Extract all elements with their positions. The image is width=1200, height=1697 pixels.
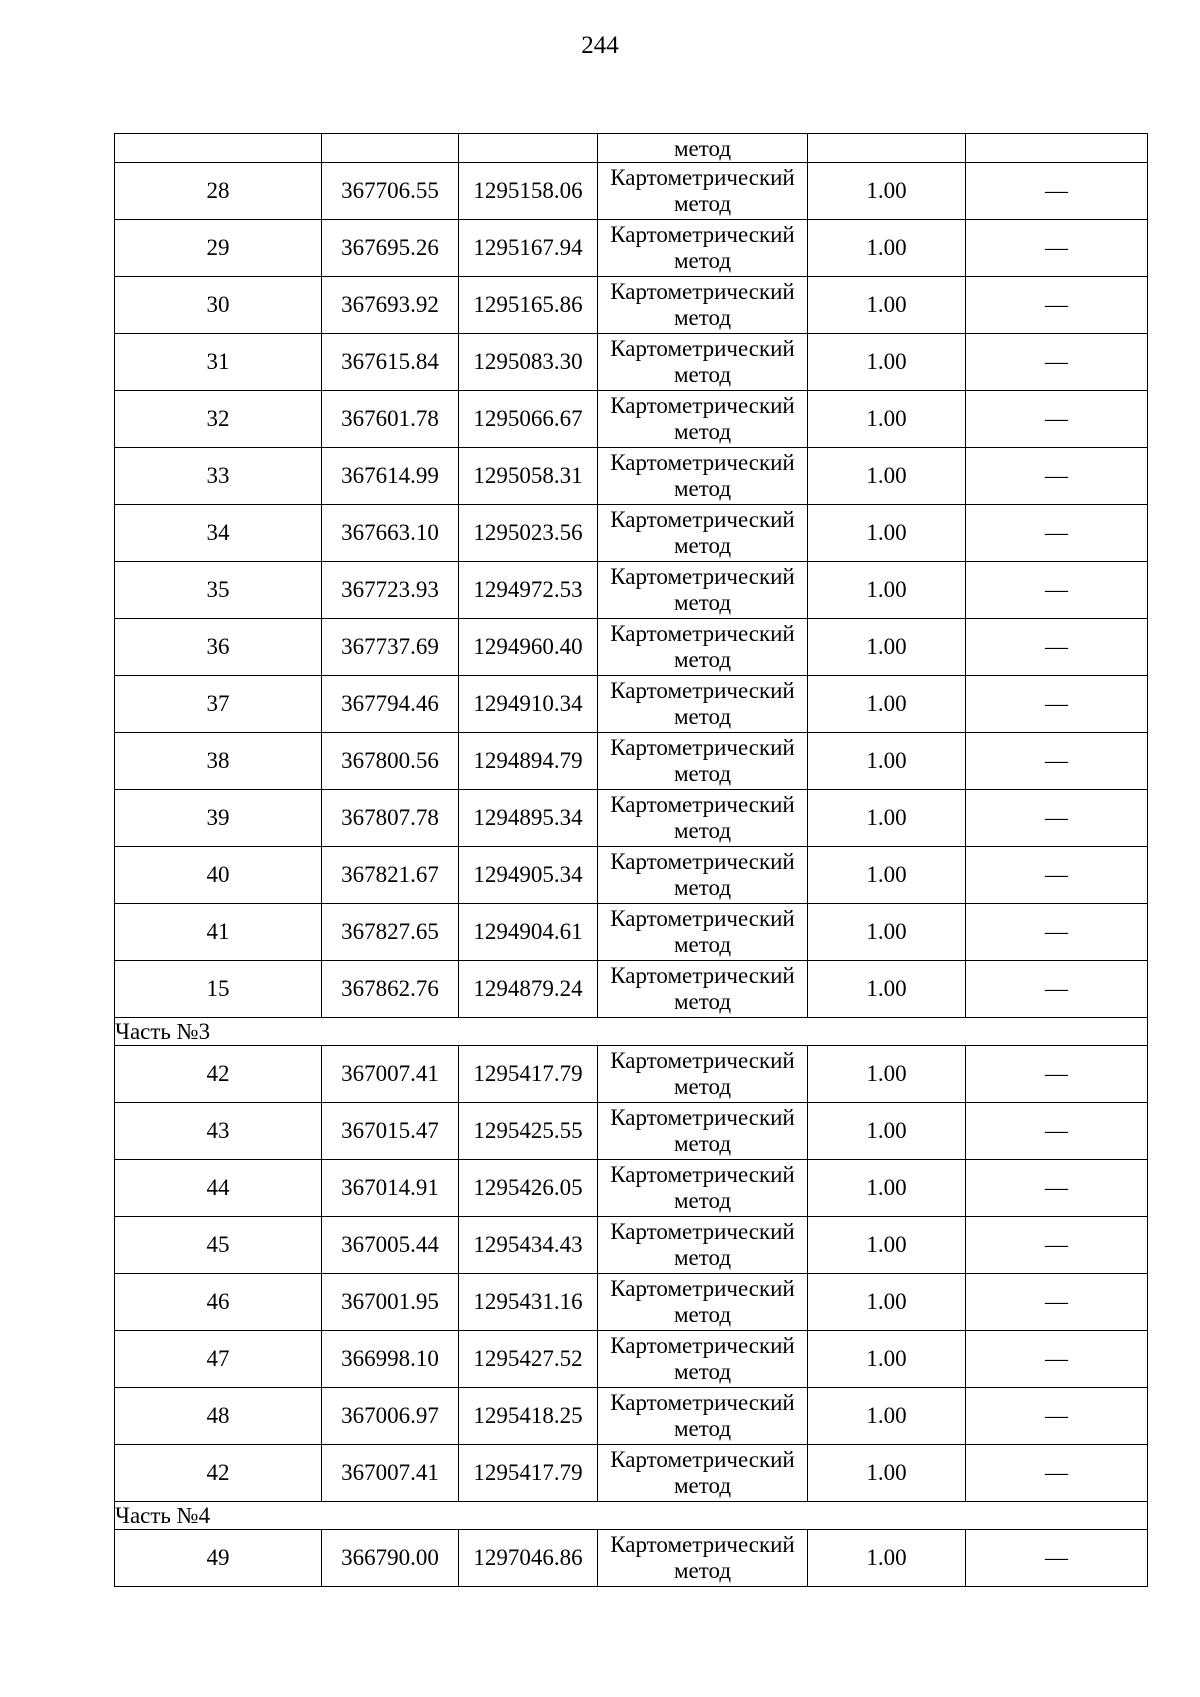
cell-x: 367821.67 xyxy=(322,847,459,904)
table-row xyxy=(115,391,1148,448)
cell-note: — xyxy=(966,619,1148,676)
coordinates-table xyxy=(114,133,1148,1587)
cell-error: 1.00 xyxy=(808,1445,966,1502)
cell-note: — xyxy=(966,1103,1148,1160)
cell-method xyxy=(598,1388,808,1445)
cell-note: — xyxy=(966,733,1148,790)
cell-y: 1294895.34 xyxy=(459,790,598,847)
cell-note: — xyxy=(966,277,1148,334)
cell-error: 1.00 xyxy=(808,562,966,619)
cell-point: 49 xyxy=(115,1530,322,1587)
method-line2: метод xyxy=(673,875,732,900)
cell-error: 1.00 xyxy=(808,1530,966,1587)
cell-error: 1.00 xyxy=(808,220,966,277)
section-heading-row xyxy=(115,1018,1148,1046)
method-line2: метод xyxy=(673,1359,732,1384)
cell-x: 367615.84 xyxy=(322,334,459,391)
method-line1: Картометрический xyxy=(610,393,795,418)
method-line2: метод xyxy=(673,362,732,387)
cell-point: 44 xyxy=(115,1160,322,1217)
method-line2: метод xyxy=(673,248,732,273)
cell-note: — xyxy=(966,1388,1148,1445)
table-row xyxy=(115,961,1148,1018)
method-line1: Картометрический xyxy=(610,1048,795,1073)
table-row xyxy=(115,847,1148,904)
cell-y: 1295417.79 xyxy=(459,1046,598,1103)
cell-y: 1294879.24 xyxy=(459,961,598,1018)
cell-x: 367001.95 xyxy=(322,1274,459,1331)
cell-method xyxy=(598,391,808,448)
cell-method xyxy=(598,1160,808,1217)
cell-x: 367007.41 xyxy=(322,1445,459,1502)
method-line1: Картометрический xyxy=(610,1219,795,1244)
method-line1: Картометрический xyxy=(610,450,795,475)
cell-error: 1.00 xyxy=(808,733,966,790)
cell-method xyxy=(598,1103,808,1160)
cell-method xyxy=(598,619,808,676)
cell-error: 1.00 xyxy=(808,391,966,448)
cell-note: — xyxy=(966,790,1148,847)
cell-error: 1.00 xyxy=(808,676,966,733)
table-row xyxy=(115,505,1148,562)
cell-note xyxy=(966,134,1148,163)
cell-point: 36 xyxy=(115,619,322,676)
cell-error: 1.00 xyxy=(808,163,966,220)
cell-method xyxy=(598,448,808,505)
cell-x: 367007.41 xyxy=(322,1046,459,1103)
cell-note: — xyxy=(966,904,1148,961)
cell-note: — xyxy=(966,676,1148,733)
table-row xyxy=(115,1103,1148,1160)
cell-method xyxy=(598,1046,808,1103)
cell-method xyxy=(598,1274,808,1331)
table-row xyxy=(115,1274,1148,1331)
cell-y: 1295083.30 xyxy=(459,334,598,391)
cell-method xyxy=(598,904,808,961)
cell-point: 40 xyxy=(115,847,322,904)
cell-y: 1295158.06 xyxy=(459,163,598,220)
cell-note: — xyxy=(966,163,1148,220)
method-line1: Картометрический xyxy=(610,1390,795,1415)
cell-point: 15 xyxy=(115,961,322,1018)
method-line2: метод xyxy=(673,647,732,672)
table-row xyxy=(115,733,1148,790)
cell-y: 1295167.94 xyxy=(459,220,598,277)
cell-point: 35 xyxy=(115,562,322,619)
method-line2: метод xyxy=(673,1302,732,1327)
cell-x: 367794.46 xyxy=(322,676,459,733)
cell-method: метод xyxy=(598,134,808,163)
cell-error: 1.00 xyxy=(808,277,966,334)
cell-error: 1.00 xyxy=(808,334,966,391)
cell-note: — xyxy=(966,334,1148,391)
cell-method xyxy=(598,220,808,277)
method-line1: Картометрический xyxy=(610,507,795,532)
cell-x: 366790.00 xyxy=(322,1530,459,1587)
cell-method xyxy=(598,676,808,733)
cell-x: 367693.92 xyxy=(322,277,459,334)
cell-error: 1.00 xyxy=(808,1103,966,1160)
cell-error: 1.00 xyxy=(808,847,966,904)
cell-y: 1295417.79 xyxy=(459,1445,598,1502)
table-row xyxy=(115,1530,1148,1587)
cell-y: 1297046.86 xyxy=(459,1530,598,1587)
cell-note: — xyxy=(966,847,1148,904)
cell-y: 1295023.56 xyxy=(459,505,598,562)
method-line2: метод xyxy=(673,989,732,1014)
method-line1: Картометрический xyxy=(610,621,795,646)
cell-x: 367737.69 xyxy=(322,619,459,676)
method-line2: метод xyxy=(673,1416,732,1441)
cell-method xyxy=(598,847,808,904)
cell-note: — xyxy=(966,391,1148,448)
method-line1: Картометрический xyxy=(610,849,795,874)
cell-y xyxy=(459,134,598,163)
table-row xyxy=(115,676,1148,733)
section-heading: Часть №4 xyxy=(115,1502,1148,1530)
page-number: 244 xyxy=(581,32,619,59)
cell-y: 1294905.34 xyxy=(459,847,598,904)
cell-point: 28 xyxy=(115,163,322,220)
cell-method xyxy=(598,961,808,1018)
cell-point: 31 xyxy=(115,334,322,391)
cell-point: 34 xyxy=(115,505,322,562)
table-row xyxy=(115,619,1148,676)
section-heading: Часть №3 xyxy=(115,1018,1148,1046)
method-line2: метод xyxy=(673,419,732,444)
cell-point: 45 xyxy=(115,1217,322,1274)
cell-method xyxy=(598,1445,808,1502)
cell-error xyxy=(808,134,966,163)
method-line2: метод xyxy=(673,305,732,330)
cell-x: 367614.99 xyxy=(322,448,459,505)
table-row xyxy=(115,220,1148,277)
cell-method xyxy=(598,790,808,847)
continued-row xyxy=(115,134,1148,163)
cell-note: — xyxy=(966,1217,1148,1274)
cell-x: 366998.10 xyxy=(322,1331,459,1388)
method-line1: Картометрический xyxy=(610,678,795,703)
cell-point: 46 xyxy=(115,1274,322,1331)
cell-note: — xyxy=(966,1331,1148,1388)
cell-y: 1294910.34 xyxy=(459,676,598,733)
cell-point: 47 xyxy=(115,1331,322,1388)
cell-method xyxy=(598,505,808,562)
cell-error: 1.00 xyxy=(808,1388,966,1445)
table-row xyxy=(115,1046,1148,1103)
method-line1: Картометрический xyxy=(610,1105,795,1130)
method-line1: Картометрический xyxy=(610,336,795,361)
cell-point: 42 xyxy=(115,1445,322,1502)
cell-error: 1.00 xyxy=(808,1160,966,1217)
cell-error: 1.00 xyxy=(808,790,966,847)
cell-point: 32 xyxy=(115,391,322,448)
cell-x: 367695.26 xyxy=(322,220,459,277)
method-line1: Картометрический xyxy=(610,906,795,931)
method-line1: Картометрический xyxy=(610,735,795,760)
cell-x xyxy=(322,134,459,163)
cell-point: 42 xyxy=(115,1046,322,1103)
cell-x: 367723.93 xyxy=(322,562,459,619)
table-row xyxy=(115,163,1148,220)
cell-point: 37 xyxy=(115,676,322,733)
table-row xyxy=(115,1388,1148,1445)
cell-method xyxy=(598,1331,808,1388)
cell-method xyxy=(598,1530,808,1587)
cell-error: 1.00 xyxy=(808,904,966,961)
cell-note: — xyxy=(966,1046,1148,1103)
cell-note: — xyxy=(966,505,1148,562)
cell-y: 1295418.25 xyxy=(459,1388,598,1445)
cell-error: 1.00 xyxy=(808,448,966,505)
cell-point: 39 xyxy=(115,790,322,847)
cell-point: 38 xyxy=(115,733,322,790)
method-line1: Картометрический xyxy=(610,1532,795,1557)
cell-point: 43 xyxy=(115,1103,322,1160)
cell-y: 1295425.55 xyxy=(459,1103,598,1160)
method-line2: метод xyxy=(673,533,732,558)
cell-point: 30 xyxy=(115,277,322,334)
table-row xyxy=(115,1160,1148,1217)
method-line1: Картометрический xyxy=(610,564,795,589)
cell-method xyxy=(598,163,808,220)
cell-x: 367706.55 xyxy=(322,163,459,220)
section-heading-row xyxy=(115,1502,1148,1530)
cell-error: 1.00 xyxy=(808,1046,966,1103)
cell-y: 1295066.67 xyxy=(459,391,598,448)
cell-x: 367827.65 xyxy=(322,904,459,961)
cell-y: 1294894.79 xyxy=(459,733,598,790)
cell-note: — xyxy=(966,1274,1148,1331)
method-line1: Картометрический xyxy=(610,279,795,304)
cell-x: 367807.78 xyxy=(322,790,459,847)
method-line1: Картометрический xyxy=(610,1447,795,1472)
cell-error: 1.00 xyxy=(808,1331,966,1388)
method-line1: Картометрический xyxy=(610,1276,795,1301)
table-row xyxy=(115,1217,1148,1274)
method-line2: метод xyxy=(673,590,732,615)
cell-method xyxy=(598,733,808,790)
method-line2: метод xyxy=(673,1473,732,1498)
cell-x: 367601.78 xyxy=(322,391,459,448)
cell-y: 1295427.52 xyxy=(459,1331,598,1388)
cell-point: 48 xyxy=(115,1388,322,1445)
cell-method xyxy=(598,277,808,334)
cell-y: 1294972.53 xyxy=(459,562,598,619)
cell-error: 1.00 xyxy=(808,619,966,676)
method-line2: метод xyxy=(673,818,732,843)
cell-y: 1295431.16 xyxy=(459,1274,598,1331)
table-row xyxy=(115,1331,1148,1388)
cell-x: 367014.91 xyxy=(322,1160,459,1217)
table-row xyxy=(115,334,1148,391)
cell-note: — xyxy=(966,448,1148,505)
cell-error: 1.00 xyxy=(808,961,966,1018)
cell-point: 41 xyxy=(115,904,322,961)
method-line1: Картометрический xyxy=(610,165,795,190)
method-line2: метод xyxy=(673,191,732,216)
method-line1: Картометрический xyxy=(610,1333,795,1358)
cell-x: 367005.44 xyxy=(322,1217,459,1274)
cell-note: — xyxy=(966,1445,1148,1502)
table-row xyxy=(115,562,1148,619)
cell-method xyxy=(598,1217,808,1274)
method-line1: Картометрический xyxy=(610,792,795,817)
method-line1: Картометрический xyxy=(610,222,795,247)
method-line2: метод xyxy=(673,704,732,729)
cell-note: — xyxy=(966,1530,1148,1587)
table-row xyxy=(115,790,1148,847)
table-row xyxy=(115,448,1148,505)
method-line2: метод xyxy=(673,476,732,501)
cell-y: 1295426.05 xyxy=(459,1160,598,1217)
cell-x: 367862.76 xyxy=(322,961,459,1018)
table-row xyxy=(115,1445,1148,1502)
method-line2: метод xyxy=(673,761,732,786)
cell-point: 33 xyxy=(115,448,322,505)
cell-y: 1295165.86 xyxy=(459,277,598,334)
cell-point xyxy=(115,134,322,163)
table-row xyxy=(115,277,1148,334)
cell-note: — xyxy=(966,562,1148,619)
cell-x: 367006.97 xyxy=(322,1388,459,1445)
cell-error: 1.00 xyxy=(808,1217,966,1274)
method-line2: метод xyxy=(673,1074,732,1099)
table-row xyxy=(115,904,1148,961)
method-line2: метод xyxy=(673,1558,732,1583)
cell-error: 1.00 xyxy=(808,1274,966,1331)
cell-point: 29 xyxy=(115,220,322,277)
method-line1: Картометрический xyxy=(610,963,795,988)
cell-method xyxy=(598,562,808,619)
method-line2: метод xyxy=(673,1188,732,1213)
cell-note: — xyxy=(966,961,1148,1018)
cell-x: 367015.47 xyxy=(322,1103,459,1160)
cell-y: 1295434.43 xyxy=(459,1217,598,1274)
method-line1: Картометрический xyxy=(610,1162,795,1187)
cell-error: 1.00 xyxy=(808,505,966,562)
cell-method xyxy=(598,334,808,391)
cell-note: — xyxy=(966,1160,1148,1217)
method-line2: метод xyxy=(673,1131,732,1156)
cell-note: — xyxy=(966,220,1148,277)
cell-y: 1294960.40 xyxy=(459,619,598,676)
cell-x: 367800.56 xyxy=(322,733,459,790)
method-line2: метод xyxy=(673,932,732,957)
cell-y: 1295058.31 xyxy=(459,448,598,505)
cell-y: 1294904.61 xyxy=(459,904,598,961)
cell-x: 367663.10 xyxy=(322,505,459,562)
method-line2: метод xyxy=(673,1245,732,1270)
